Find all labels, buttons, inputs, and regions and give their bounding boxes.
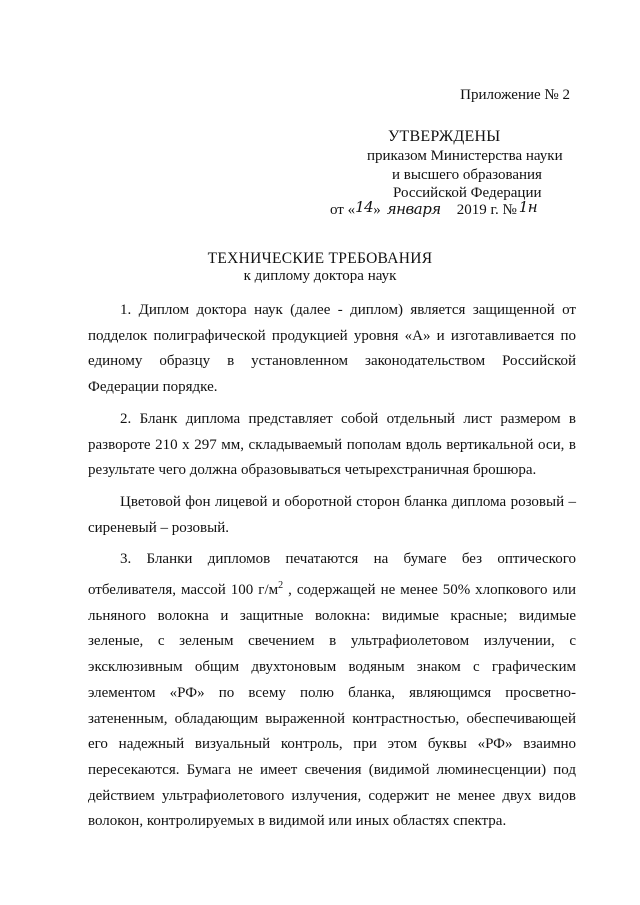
approved-heading: УТВЕРЖДЕНЫ: [388, 128, 501, 145]
paragraph-2: 2. Бланк диплома представляет собой отдельный лист размером в развороте 210 х 297 мм, складываемый пополам вдоль вертикальной оси, в результате чего должна образовываться четырехстраничная брошюра.: [88, 410, 576, 479]
order-line-1: приказом Министерства науки: [367, 148, 563, 164]
date-close-quote: »: [373, 202, 381, 218]
paragraph-1: 1. Диплом доктора наук (далее - диплом) является защищенной от подделок полиграфической продукцией уровня «А» и изготавливается по единому образцу в установленном законодательством Российской Федерации порядке.: [88, 302, 576, 396]
document-title: ТЕХНИЧЕСКИЕ ТРЕБОВАНИЯ: [207, 250, 433, 267]
paragraph-3-rest: , содержащей не менее 50% хлопкового или льняного волокна и защитные волокна: видимые красные; видимые зеленые, с зеленым свечением в ультрафиолетовом излучении, с эксклюзивным общим двухтоновым водяным знаком с графическим элементом «РФ» по всему полю бланка, являющимся просветно-затененным, обладающим выраженной контрастностью, обеспечивающей его надежный визуальный контроль, при этом буквы «РФ» взаимно пересекаются. Бумага не имеет свечения (видимой люминесценции) под действием ультрафиолетового излучения, содержит не менее двух видов волокон, контролируемых в видимой или иных областях спектра.: [88, 582, 576, 830]
appendix-label: Приложение № 2: [460, 87, 570, 103]
superscript-2: 2: [278, 580, 284, 592]
order-line-3: Российской Федерации: [393, 185, 542, 201]
paragraph-3-start: 3. Бланки дипломов печатаются на бумаге без оптического отбеливателя, массой 100 г/м: [88, 551, 576, 599]
order-line-2: и высшего образования: [392, 167, 542, 183]
handwritten-order-number: 1н: [518, 198, 538, 216]
date-year-number-label: 2019 г. №: [456, 202, 517, 218]
document-subtitle: к диплому доктора наук: [243, 268, 397, 284]
paragraph-3: [88, 547, 576, 835]
order-date-line: [330, 200, 537, 219]
title-block: [0, 250, 640, 285]
handwritten-month: января: [386, 200, 441, 218]
document-body: [88, 298, 576, 835]
paragraph-color: Цветовой фон лицевой и оборотной сторон бланка диплома розовый – сиреневый – розовый.: [88, 493, 576, 536]
handwritten-day: 14: [355, 198, 374, 216]
date-prefix: от «: [330, 202, 356, 218]
